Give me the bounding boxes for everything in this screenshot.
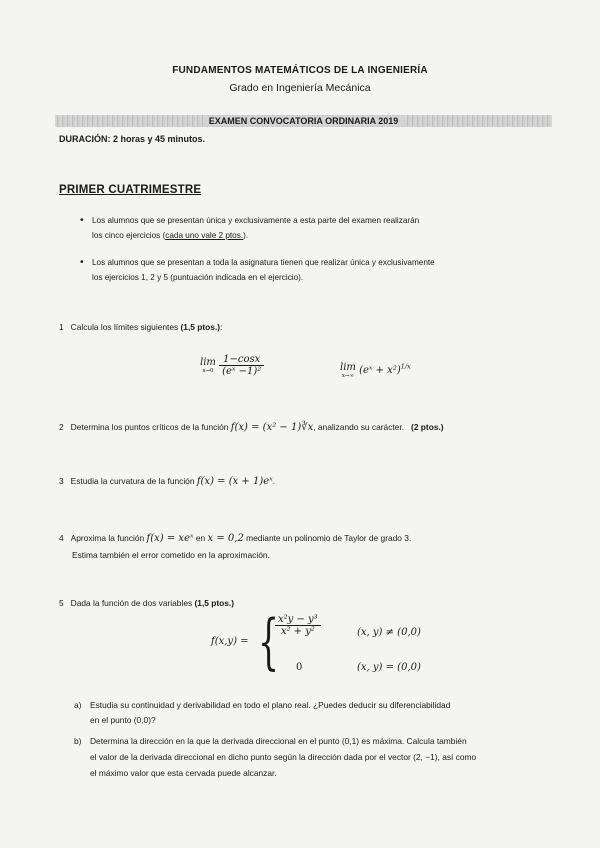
exam-banner	[55, 115, 552, 127]
piecewise-cond-2: (x, y) = (0,0)	[357, 662, 421, 673]
question-2-formula: f(x) = (x² − 1)∛x	[230, 422, 314, 433]
degree-title: Grado en Ingeniería Mecánica	[229, 82, 371, 94]
question-5: 5 Dada la función de dos variables (1,5 ptos.)	[59, 598, 235, 608]
question-4-formula: f(x) = xeˣ	[146, 533, 194, 544]
bullet-1-line1: Los alumnos que se presentan única y exclusivamente a esta parte del examen realizarán	[92, 216, 420, 225]
limit-1: lim x→0 $\frac{1-\cos x}{\text{(eˣ −1)²}}$	[200, 354, 264, 377]
bullet-1-line2: los cinco ejercicios (cada uno vale 2 ptos.).	[92, 231, 249, 240]
bullet-dot-icon: •	[80, 257, 84, 268]
section-title: PRIMER CUATRIMESTRE	[59, 184, 202, 196]
course-title: FUNDAMENTOS MATEMÁTICOS DE LA INGENIERÍA	[172, 65, 428, 76]
question-1: 1 Calcula los límites siguientes (1,5 ptos.):	[59, 322, 223, 332]
question-3-formula: f(x) = (x + 1)eˣ	[196, 476, 273, 487]
question-4: 4 Aproxima la función f(x) = xeˣ en x = 0,2 mediante un polinomio de Taylor de grado 3. Estima también el error cometido en la aproximación.	[59, 533, 412, 560]
brace-icon: {	[258, 607, 280, 677]
piecewise-case-1: $\frac{\text{x²y − y³}}{\text{x² + y²}}$	[275, 614, 321, 637]
limit-1-numerator: 1−cosx	[219, 354, 264, 366]
limit-1-denominator: (eˣ −1)²	[222, 366, 262, 377]
piecewise-cond-1: (x, y) ≠ (0,0)	[357, 627, 421, 638]
piecewise-lhs: f(x,y) =	[211, 636, 249, 647]
bullet-dot-icon: •	[80, 215, 84, 226]
bullet-2	[80, 255, 435, 285]
question-5b: b) Determina la dirección en la que la derivada direccional en el punto (0,1) es máxima. Calcula también el valor de la derivada direccional en dicho punto según la dirección dada por el vector (2, −1), así como el máximo valor que esta cervada puede alcanzar.	[74, 736, 477, 778]
question-5a: a) Estudia su continuidad y derivabilidad en todo el plano real. ¿Puedes deducir su diferenciabilidad en el punto (0,0)?	[74, 700, 451, 725]
limit-2: lim x→∞ (eˣ + x²)$^{1/x}$	[340, 362, 411, 379]
piecewise-case-2: 0	[296, 662, 303, 673]
question-number: 1	[59, 322, 64, 332]
question-2: 2 Determina los puntos críticos de la función f(x) = (x² − 1)∛x, analizando su carácter. (2 ptos.)	[59, 422, 444, 433]
bullet-2-line2: los ejercicios 1, 2 y 5 (puntuación indicada en el ejercicio).	[92, 273, 304, 282]
duration: DURACIÓN: 2 horas y 45 minutos.	[59, 134, 206, 144]
exam-title: EXAMEN CONVOCATORIA ORDINARIA 2019	[203, 116, 405, 126]
question-3: 3 Estudia la curvatura de la función f(x) = (x + 1)eˣ.	[59, 476, 276, 487]
bullet-2-line1: Los alumnos que se presentan a toda la asignatura tienen que realizar única y exclusivamente	[92, 258, 435, 267]
question-points: (1,5 ptos.)	[180, 322, 221, 332]
bullet-1	[80, 213, 420, 243]
